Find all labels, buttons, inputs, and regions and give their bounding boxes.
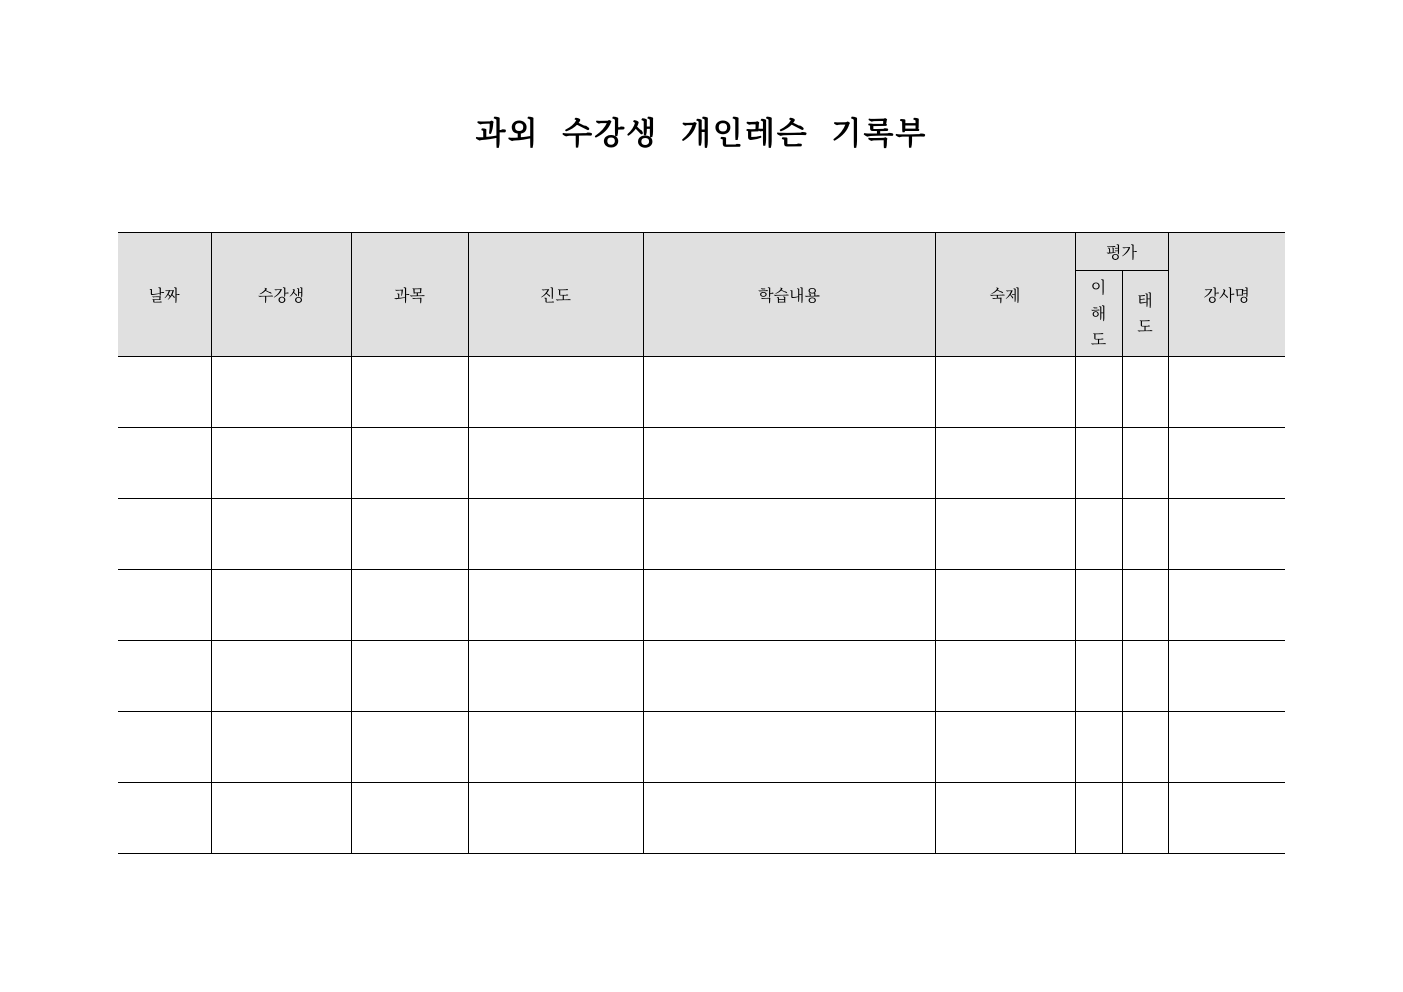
cell-instructor[interactable] [1168, 570, 1285, 641]
cell-progress[interactable] [468, 357, 643, 428]
cell-understanding[interactable] [1075, 641, 1122, 712]
cell-understanding[interactable] [1075, 570, 1122, 641]
cell-progress[interactable] [468, 428, 643, 499]
cell-subject[interactable] [351, 357, 468, 428]
record-body [118, 357, 1285, 854]
table-row [118, 570, 1285, 641]
cell-student[interactable] [211, 641, 351, 712]
cell-progress[interactable] [468, 499, 643, 570]
header-content: 학습내용 [643, 233, 935, 357]
cell-attitude[interactable] [1122, 428, 1168, 499]
cell-attitude[interactable] [1122, 783, 1168, 854]
cell-attitude[interactable] [1122, 570, 1168, 641]
cell-date[interactable] [118, 357, 211, 428]
header-subject: 과목 [351, 233, 468, 357]
table-row [118, 641, 1285, 712]
cell-date[interactable] [118, 641, 211, 712]
cell-attitude[interactable] [1122, 499, 1168, 570]
cell-attitude[interactable] [1122, 712, 1168, 783]
header-attitude: 태도 [1137, 290, 1153, 336]
table-row [118, 499, 1285, 570]
header-progress: 진도 [468, 233, 643, 357]
header-understanding: 이해도 [1090, 277, 1107, 349]
header-attitude-cell [1122, 271, 1168, 357]
cell-progress[interactable] [468, 712, 643, 783]
cell-progress[interactable] [468, 783, 643, 854]
cell-content[interactable] [643, 357, 935, 428]
cell-subject[interactable] [351, 712, 468, 783]
table-row [118, 357, 1285, 428]
cell-student[interactable] [211, 499, 351, 570]
table-row [118, 783, 1285, 854]
header-understanding-cell [1075, 271, 1122, 357]
cell-date[interactable] [118, 570, 211, 641]
cell-subject[interactable] [351, 499, 468, 570]
header-homework: 숙제 [935, 233, 1075, 357]
cell-homework[interactable] [935, 499, 1075, 570]
cell-subject[interactable] [351, 570, 468, 641]
cell-content[interactable] [643, 783, 935, 854]
cell-student[interactable] [211, 783, 351, 854]
cell-homework[interactable] [935, 357, 1075, 428]
cell-date[interactable] [118, 712, 211, 783]
cell-understanding[interactable] [1075, 357, 1122, 428]
lesson-record-table [118, 232, 1285, 854]
cell-student[interactable] [211, 712, 351, 783]
document-title: 과외 수강생 개인레슨 기록부 [475, 116, 928, 152]
cell-instructor[interactable] [1168, 641, 1285, 712]
header-student: 수강생 [211, 233, 351, 357]
cell-content[interactable] [643, 570, 935, 641]
cell-instructor[interactable] [1168, 428, 1285, 499]
cell-subject[interactable] [351, 783, 468, 854]
cell-content[interactable] [643, 428, 935, 499]
cell-attitude[interactable] [1122, 641, 1168, 712]
cell-attitude[interactable] [1122, 357, 1168, 428]
cell-homework[interactable] [935, 641, 1075, 712]
cell-homework[interactable] [935, 428, 1075, 499]
cell-content[interactable] [643, 712, 935, 783]
header-instructor: 강사명 [1168, 233, 1285, 357]
table-row [118, 428, 1285, 499]
header-evaluation: 평가 [1075, 233, 1168, 271]
cell-date[interactable] [118, 783, 211, 854]
cell-understanding[interactable] [1075, 783, 1122, 854]
cell-student[interactable] [211, 570, 351, 641]
cell-date[interactable] [118, 499, 211, 570]
cell-instructor[interactable] [1168, 499, 1285, 570]
cell-date[interactable] [118, 428, 211, 499]
cell-student[interactable] [211, 428, 351, 499]
cell-content[interactable] [643, 641, 935, 712]
table-row [118, 712, 1285, 783]
header-date: 날짜 [118, 233, 211, 357]
cell-homework[interactable] [935, 570, 1075, 641]
cell-homework[interactable] [935, 712, 1075, 783]
cell-student[interactable] [211, 357, 351, 428]
cell-instructor[interactable] [1168, 712, 1285, 783]
cell-instructor[interactable] [1168, 357, 1285, 428]
cell-understanding[interactable] [1075, 428, 1122, 499]
cell-understanding[interactable] [1075, 712, 1122, 783]
cell-instructor[interactable] [1168, 783, 1285, 854]
cell-subject[interactable] [351, 641, 468, 712]
cell-progress[interactable] [468, 641, 643, 712]
cell-understanding[interactable] [1075, 499, 1122, 570]
cell-homework[interactable] [935, 783, 1075, 854]
cell-subject[interactable] [351, 428, 468, 499]
cell-progress[interactable] [468, 570, 643, 641]
cell-content[interactable] [643, 499, 935, 570]
